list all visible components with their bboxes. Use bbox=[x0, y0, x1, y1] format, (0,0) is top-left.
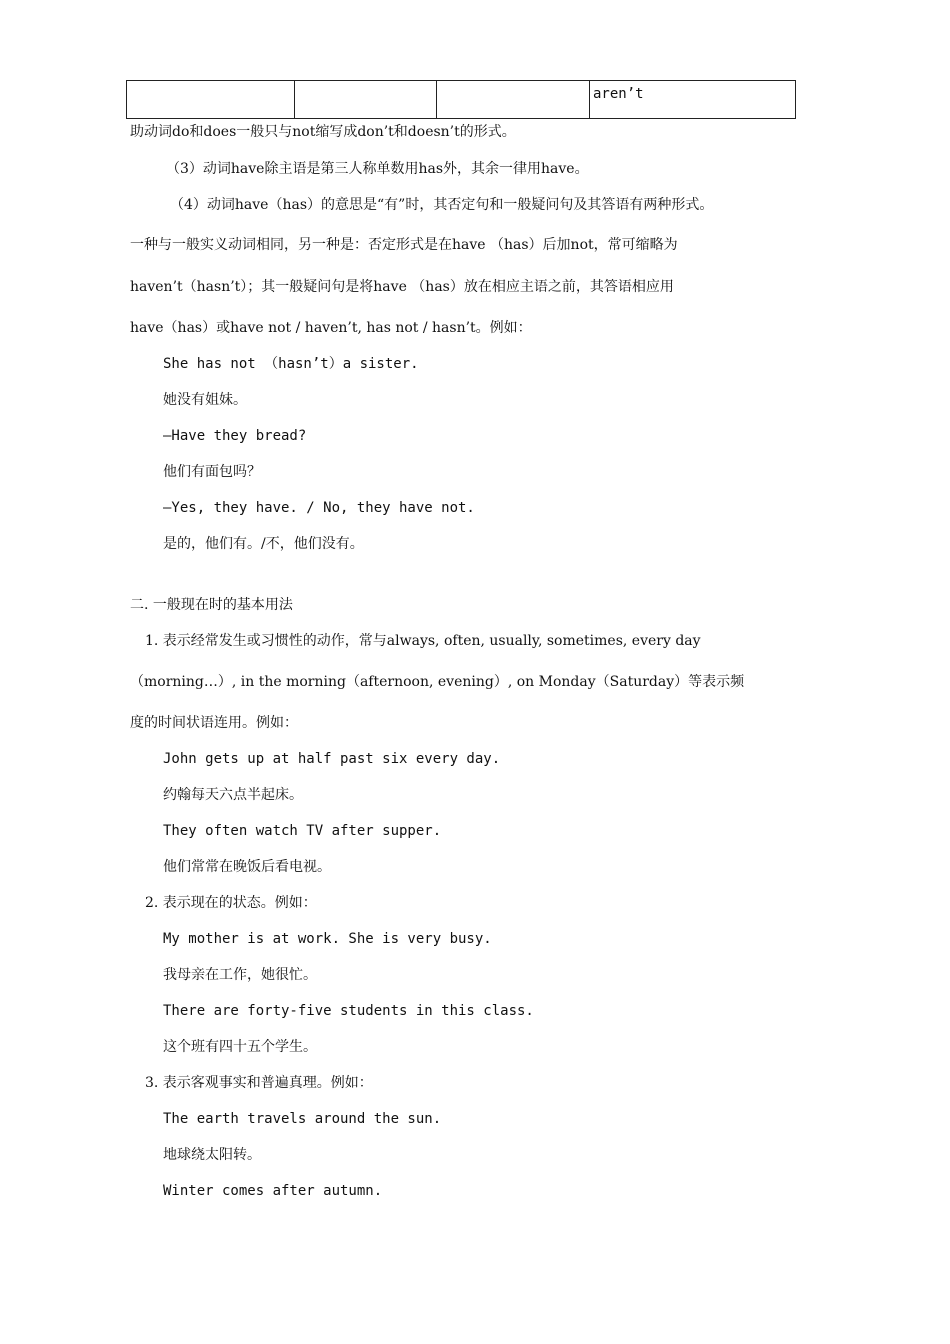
example-translation: 是的，他们有。/不，他们没有。 bbox=[163, 536, 364, 552]
example-sentence: They often watch TV after supper. bbox=[163, 823, 442, 839]
table-row bbox=[127, 81, 796, 119]
paragraph-line: 一种与一般实义动词相同，另一种是：否定形式是在have （has）后加not，常可缩略为 bbox=[130, 237, 678, 253]
paragraph-line: （morning…）, in the morning（afternoon, evening）, on Monday（Saturday）等表示频 bbox=[130, 674, 745, 690]
example-sentence: She has not （hasn’t）a sister. bbox=[163, 356, 419, 372]
paragraph-line: 度的时间状语连用。例如： bbox=[130, 715, 298, 731]
example-sentence: John gets up at half past six every day. bbox=[163, 751, 501, 767]
example-translation: 我母亲在工作，她很忙。 bbox=[163, 967, 317, 983]
example-sentence: My mother is at work. She is very busy. bbox=[163, 931, 492, 947]
example-translation: 他们有面包吗？ bbox=[163, 464, 261, 480]
paragraph-line: haven’t（hasn’t）；其一般疑问句是将have （has）放在相应主语之前，其答语相应用 bbox=[130, 279, 674, 295]
paragraph-line: 2. 表示现在的状态。例如： bbox=[145, 895, 317, 911]
example-translation: 这个班有四十五个学生。 bbox=[163, 1039, 317, 1055]
example-sentence: There are forty-five students in this class. bbox=[163, 1003, 534, 1019]
example-translation: 他们常常在晚饭后看电视。 bbox=[163, 859, 331, 875]
table-cell: aren’t bbox=[590, 81, 796, 119]
verb-form-table bbox=[126, 80, 796, 119]
example-translation: 约翰每天六点半起床。 bbox=[163, 787, 303, 803]
paragraph-line: have（has）或have not / haven’t, has not / hasn’t。例如： bbox=[130, 320, 532, 336]
paragraph-line: 助动词do和does一般只与not缩写成don’t和doesn’t的形式。 bbox=[130, 124, 516, 140]
table-cell bbox=[295, 81, 437, 119]
example-sentence: The earth travels around the sun. bbox=[163, 1111, 442, 1127]
example-translation: 她没有姐妹。 bbox=[163, 392, 247, 408]
example-sentence: —Have they bread? bbox=[163, 428, 307, 444]
table-cell bbox=[127, 81, 295, 119]
paragraph-line: （4）动词have（has）的意思是“有”时，其否定句和一般疑问句及其答语有两种形式。 bbox=[170, 197, 714, 213]
paragraph-line: （3）动词have除主语是第三人称单数用has外，其余一律用have。 bbox=[166, 161, 589, 177]
example-sentence: Winter comes after autumn. bbox=[163, 1183, 383, 1199]
example-translation: 地球绕太阳转。 bbox=[163, 1147, 261, 1163]
paragraph-line: 1. 表示经常发生或习惯性的动作，常与always, often, usually, sometimes, every day bbox=[145, 633, 701, 649]
paragraph-line: 3. 表示客观事实和普遍真理。例如： bbox=[145, 1075, 373, 1091]
table-cell bbox=[437, 81, 590, 119]
section-heading: 二. 一般现在时的基本用法 bbox=[130, 597, 293, 613]
example-sentence: —Yes, they have. / No, they have not. bbox=[163, 500, 475, 516]
